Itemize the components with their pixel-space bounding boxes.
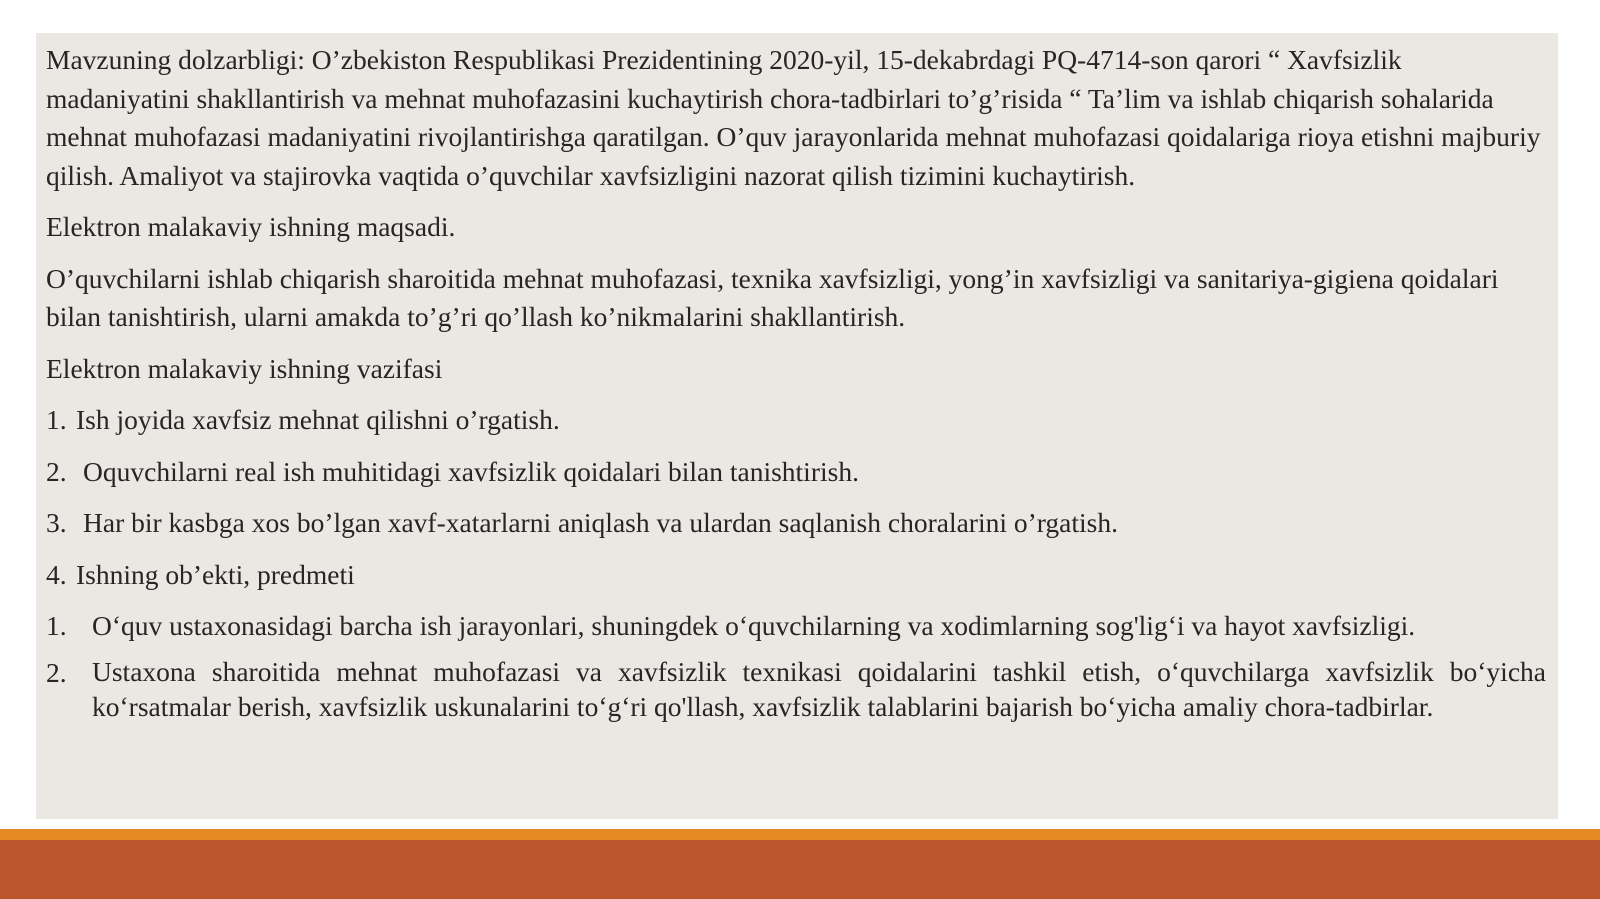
- task-item-2: [46, 453, 1546, 492]
- footer-bar: [0, 840, 1600, 899]
- text-area: [46, 41, 1546, 733]
- task-text: Har bir kasbga xos bo’lgan xavf-xatarlarni aniqlash va ulardan saqlanish choralarini o’rgatish.: [83, 507, 1118, 538]
- object-number: 1.: [46, 610, 67, 641]
- tasks-heading: Elektron malakaviy ishning vazifasi: [46, 352, 443, 384]
- task-text: Ish joyida xavfsiz mehnat qilishni o’rgatish.: [76, 404, 560, 435]
- goal-paragraph: O’quvchilarni ishlab chiqarish sharoitida mehnat muhofazasi, texnika xavfsizligi, yong’in xavfsizligi va sanitariya-gigiena qoidalari bilan tanishtirish, ularni amakda to’g’ri qo’llash ko’nikmalarini shakllantirish.: [46, 262, 1499, 332]
- object-number: 2.: [46, 656, 67, 688]
- task-number: 4.: [46, 558, 67, 590]
- object-text: Ustaxona sharoitida mehnat muhofazasi va xavfsizlik texnikasi qoidalarini tashkil etish, o‘quvchilarga xavfsizlik bo‘yicha ko‘rsatmalar berish, xavfsizlik uskunalarini to‘g‘ri qo'llash, xavfsizlik talablarini bajarish bo‘yicha amaliy chora-tadbirlar.: [92, 655, 1546, 722]
- task-item-4: [46, 556, 1546, 595]
- footer-accent-stripe: [0, 829, 1600, 840]
- task-number: 2.: [46, 455, 67, 487]
- task-text: Oquvchilarni real ish muhitidagi xavfsizlik qoidalari bilan tanishtirish.: [83, 455, 859, 487]
- relevance-paragraph: Mavzuning dolzarbligi: O’zbekiston Respublikasi Prezidentining 2020-yil, 15-dekabrdagi PQ-4714-son qarori “ Xavfsizlik madaniyatini shakllantirish va mehnat muhofazasini kuchaytirish chora-tadbirlari to’g’risida “ Ta’lim va ishlab chiqarish sohalarida mehnat muhofazasi madaniyatini rivojlantirishga qaratilgan. O’quv jarayonlarida mehnat muhofazasi qoidalariga rioya etishni majburiy qilish. Amaliyot va stajirovka vaqtida o’quvchilar xavfsizligini nazorat qilish tizimini kuchaytirish.: [46, 44, 1541, 191]
- task-item-3: [46, 504, 1546, 543]
- task-number: 1.: [46, 404, 67, 435]
- task-number: 3.: [46, 507, 67, 538]
- task-item-1: [46, 401, 1546, 440]
- object-item-1: [46, 607, 1546, 646]
- task-text: Ishning ob’ekti, predmeti: [76, 558, 355, 590]
- content-box: [36, 33, 1558, 819]
- object-text: O‘quv ustaxonasidagi barcha ish jarayonlari, shuningdek o‘quvchilarning va xodimlarning sog'lig‘i va hayot xavfsizligi.: [92, 610, 1416, 641]
- goal-heading: Elektron malakaviy ishning maqsadi.: [46, 211, 456, 242]
- object-item-2: [46, 654, 1546, 725]
